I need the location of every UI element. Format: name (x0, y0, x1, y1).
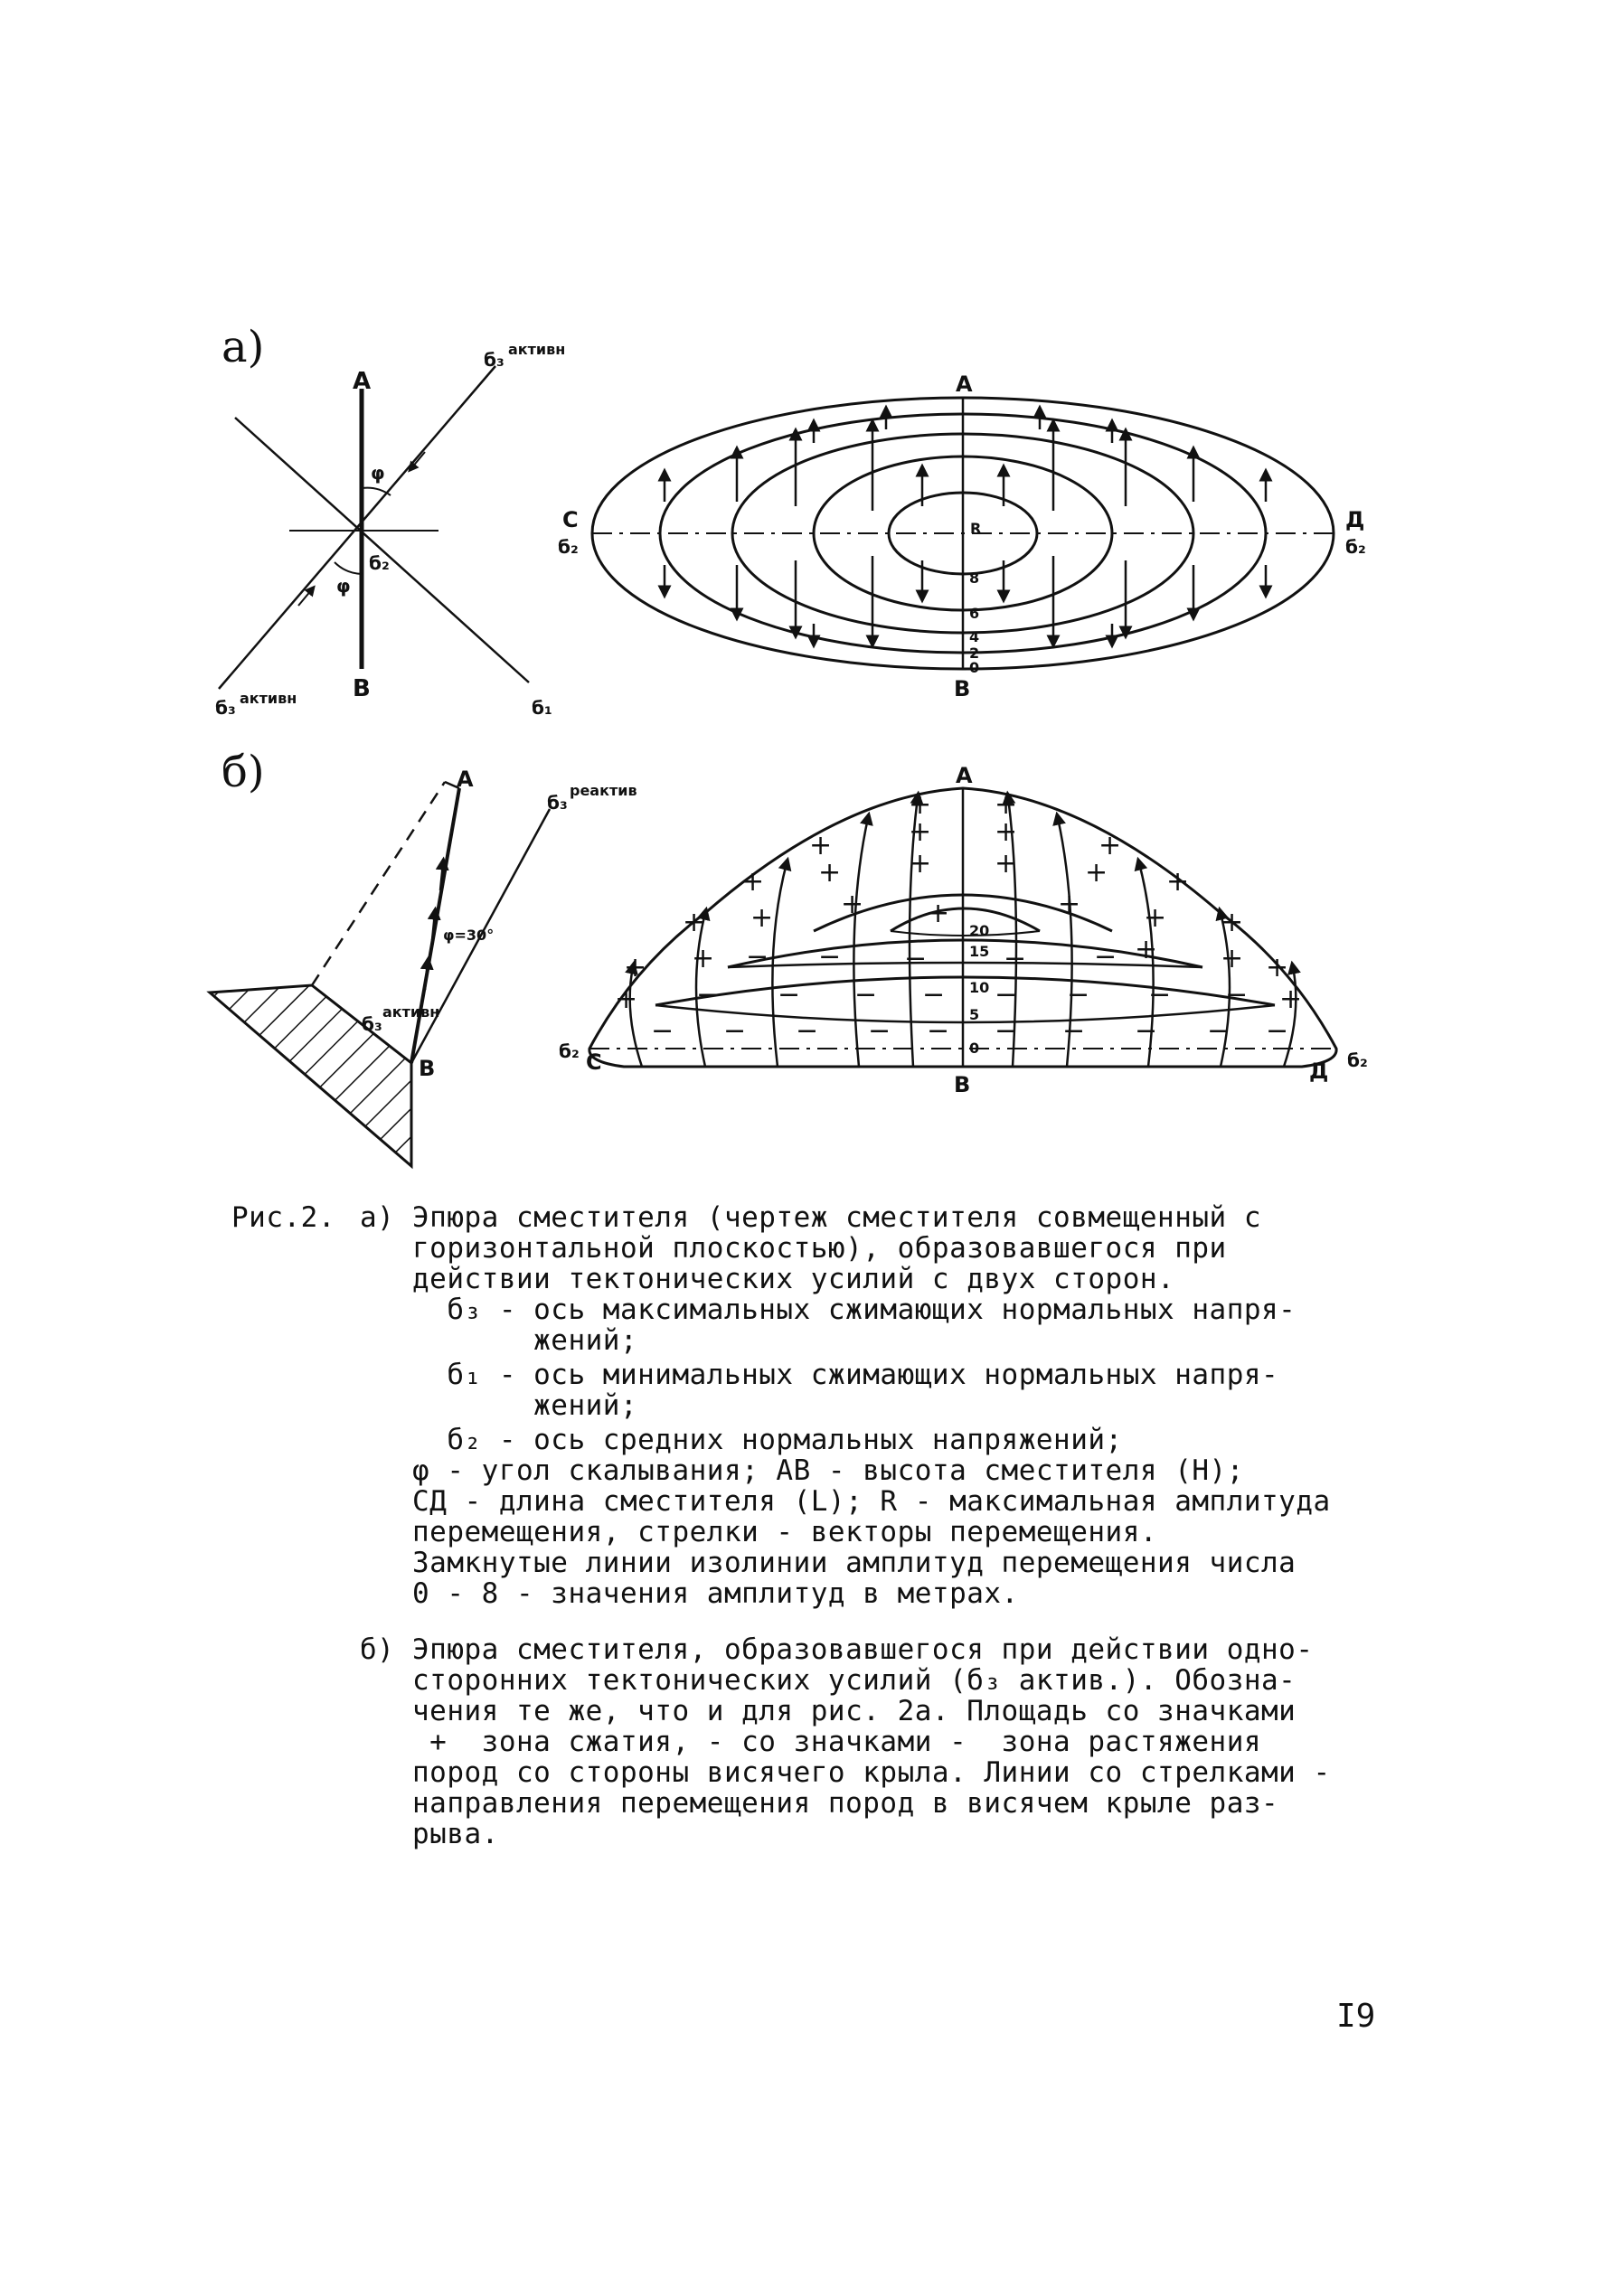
contour-labels-a (969, 569, 979, 676)
label-D-a: Д (1345, 507, 1365, 532)
label-C-a: С (562, 507, 579, 532)
caption-figure-number: Рис.2. (231, 1201, 335, 1234)
label-sigma3-b-active-sup: активн (382, 1003, 440, 1021)
label-B-b2: В (954, 1072, 971, 1097)
svg-text:−: − (1067, 979, 1090, 1011)
caption-a-line: φ - угол скалывания; АВ - высота сместителя (Н); (412, 1454, 1244, 1487)
label-sigma3-a-top: б₃ (484, 349, 504, 371)
contour-label: 5 (969, 1006, 980, 1023)
svg-text:+: + (1144, 902, 1167, 934)
caption-a-line: жений; (412, 1389, 638, 1422)
caption-a-letter: а) (360, 1201, 395, 1234)
svg-text:−: − (696, 979, 720, 1011)
caption-b-line: рыва. (412, 1818, 499, 1850)
label-A-a2: А (956, 372, 973, 397)
label-C-b: С (586, 1049, 602, 1075)
svg-text:−: − (868, 1015, 891, 1047)
contour-label: 0 (969, 659, 980, 676)
svg-text:+: + (1266, 952, 1289, 983)
svg-text:+: + (741, 866, 765, 898)
svg-text:−: − (651, 1015, 674, 1047)
svg-text:−: − (778, 979, 801, 1011)
svg-text:+: + (1221, 943, 1244, 974)
label-A-b1: А (457, 767, 474, 792)
caption-a-line: действии тектонических усилий с двух сторон. (412, 1263, 1175, 1295)
label-sigma2-a1: б₂ (369, 552, 390, 574)
label-B-b1: В (419, 1056, 436, 1081)
svg-text:+: + (683, 907, 706, 938)
svg-text:−: − (1004, 943, 1027, 974)
svg-text:+: + (909, 816, 932, 848)
svg-text:+: + (750, 902, 774, 934)
label-phi-a1: φ (371, 462, 385, 484)
svg-text:+: + (1166, 866, 1190, 898)
caption-b-line: направления перемещения пород в висячем крыле раз- (412, 1787, 1279, 1820)
svg-text:+: + (909, 848, 932, 880)
svg-text:+: + (809, 830, 833, 861)
label-phi-a2: φ (336, 575, 351, 597)
label-sigma2-b-right: б₂ (1347, 1049, 1368, 1071)
svg-text:−: − (995, 979, 1018, 1011)
svg-text:+: + (692, 943, 715, 974)
panel-b-label: б) (222, 747, 265, 797)
caption-a-line: перемещения, стрелки - векторы перемещения. (412, 1516, 1158, 1548)
svg-text:+: + (615, 983, 638, 1015)
contour-label: 8 (969, 569, 980, 587)
contour-label: 20 (969, 922, 990, 939)
label-sigma2-b-left: б₂ (559, 1040, 580, 1062)
caption-a-line: б₁ - ось минимальных сжимающих нормальных напря- (412, 1359, 1279, 1391)
svg-text:−: − (904, 943, 928, 974)
svg-text:+: + (1058, 889, 1081, 920)
label-sigma3-b-reactive-sup: реактив (570, 782, 637, 799)
svg-text:−: − (854, 979, 878, 1011)
svg-text:−: − (1225, 979, 1249, 1011)
svg-text:−: − (723, 1015, 747, 1047)
svg-text:+: + (995, 848, 1018, 880)
caption-b-line: чения те же, что и для рис. 2а. Площадь со значками (412, 1695, 1297, 1727)
svg-text:−: − (746, 941, 769, 973)
caption-a-line: б₃ - ось максимальных сжимающих нормальных напря- (412, 1294, 1297, 1326)
caption-a-line: жений; (412, 1324, 638, 1357)
svg-text:−: − (995, 1015, 1018, 1047)
caption-b-letter: б) (360, 1633, 395, 1666)
panel-a-label: а) (222, 322, 265, 372)
caption-b-line: сторонних тектонических усилий (б₃ актив.). Обозна- (412, 1664, 1297, 1697)
svg-text:+: + (1221, 907, 1244, 938)
label-A-a1: А (353, 368, 372, 395)
svg-text:+: + (927, 898, 950, 929)
svg-text:−: − (796, 1015, 819, 1047)
caption-a-line: горизонтальной плоскостью), образовавшегося при (412, 1232, 1227, 1265)
label-A-b2: А (956, 763, 973, 788)
svg-text:−: − (1207, 1015, 1231, 1047)
svg-text:−: − (922, 979, 946, 1011)
label-sigma2-a-left: б₂ (558, 536, 579, 558)
contour-label: 4 (969, 628, 980, 645)
label-sigma3-a-top-sup: активн (508, 341, 566, 358)
svg-text:+: + (1099, 830, 1122, 861)
label-sigma2-a-right: б₂ (1345, 536, 1366, 558)
contour-label: 2 (969, 645, 980, 662)
caption-a-line: Замкнутые линии изолинии амплитуд перемещения числа (412, 1547, 1297, 1579)
svg-text:−: − (927, 1015, 950, 1047)
svg-text:−: − (1062, 1015, 1086, 1047)
caption-b-line: Эпюра сместителя, образовавшегося при действии одно- (412, 1633, 1314, 1666)
label-sigma3-a-bottom: б₃ (215, 697, 236, 719)
svg-text:+: + (1135, 934, 1158, 965)
svg-text:−: − (818, 941, 842, 973)
contour-label: 0 (969, 1040, 980, 1057)
svg-text:−: − (1135, 1015, 1158, 1047)
label-R: R (970, 520, 982, 537)
label-B-a2: В (954, 676, 971, 701)
svg-text:+: + (995, 789, 1018, 821)
contour-labels-b (969, 922, 989, 1057)
label-D-b: Д (1309, 1059, 1329, 1084)
label-sigma3-b-reactive: б₃ (547, 792, 568, 814)
caption-b-line: + зона сжатия, - со значками - зона растяжения (412, 1726, 1262, 1758)
contour-label: 15 (969, 943, 990, 960)
fault-section-b (210, 782, 550, 1166)
svg-text:−: − (1266, 1015, 1289, 1047)
caption-a-line: 0 - 8 - значения амплитуд в метрах. (412, 1577, 1019, 1610)
svg-text:+: + (995, 816, 1018, 848)
caption-a-line: СД - длина сместителя (L); R - максимальная амплитуда (412, 1485, 1331, 1518)
label-B-a1: В (353, 675, 371, 702)
svg-text:+: + (841, 889, 864, 920)
svg-text:+: + (624, 952, 647, 983)
svg-text:−: − (1094, 941, 1117, 973)
label-sigma3-a-bottom-sup: активн (240, 690, 297, 707)
caption-a-line: б₂ - ось средних нормальных напряжений; (412, 1424, 1123, 1456)
svg-text:−: − (1148, 979, 1172, 1011)
stress-cross-a (219, 366, 529, 689)
caption-a-line: Эпюра сместителя (чертеж сместителя совмещенный с (412, 1201, 1262, 1234)
ellipse-diagram-a (592, 398, 1334, 669)
svg-text:+: + (818, 857, 842, 889)
label-sigma3-b-active: б₃ (362, 1013, 382, 1035)
caption-b-line: пород со стороны висячего крыла. Линии со стрелками - (412, 1756, 1331, 1789)
label-phi30: φ=30° (443, 927, 495, 944)
page-number: I9 (1336, 1998, 1376, 2035)
svg-text:+: + (1085, 857, 1108, 889)
contour-label: 10 (969, 979, 990, 996)
contour-label: 6 (969, 605, 980, 622)
label-sigma1-a: б₁ (532, 697, 552, 719)
svg-text:+: + (909, 789, 932, 821)
svg-text:+: + (1279, 983, 1303, 1015)
